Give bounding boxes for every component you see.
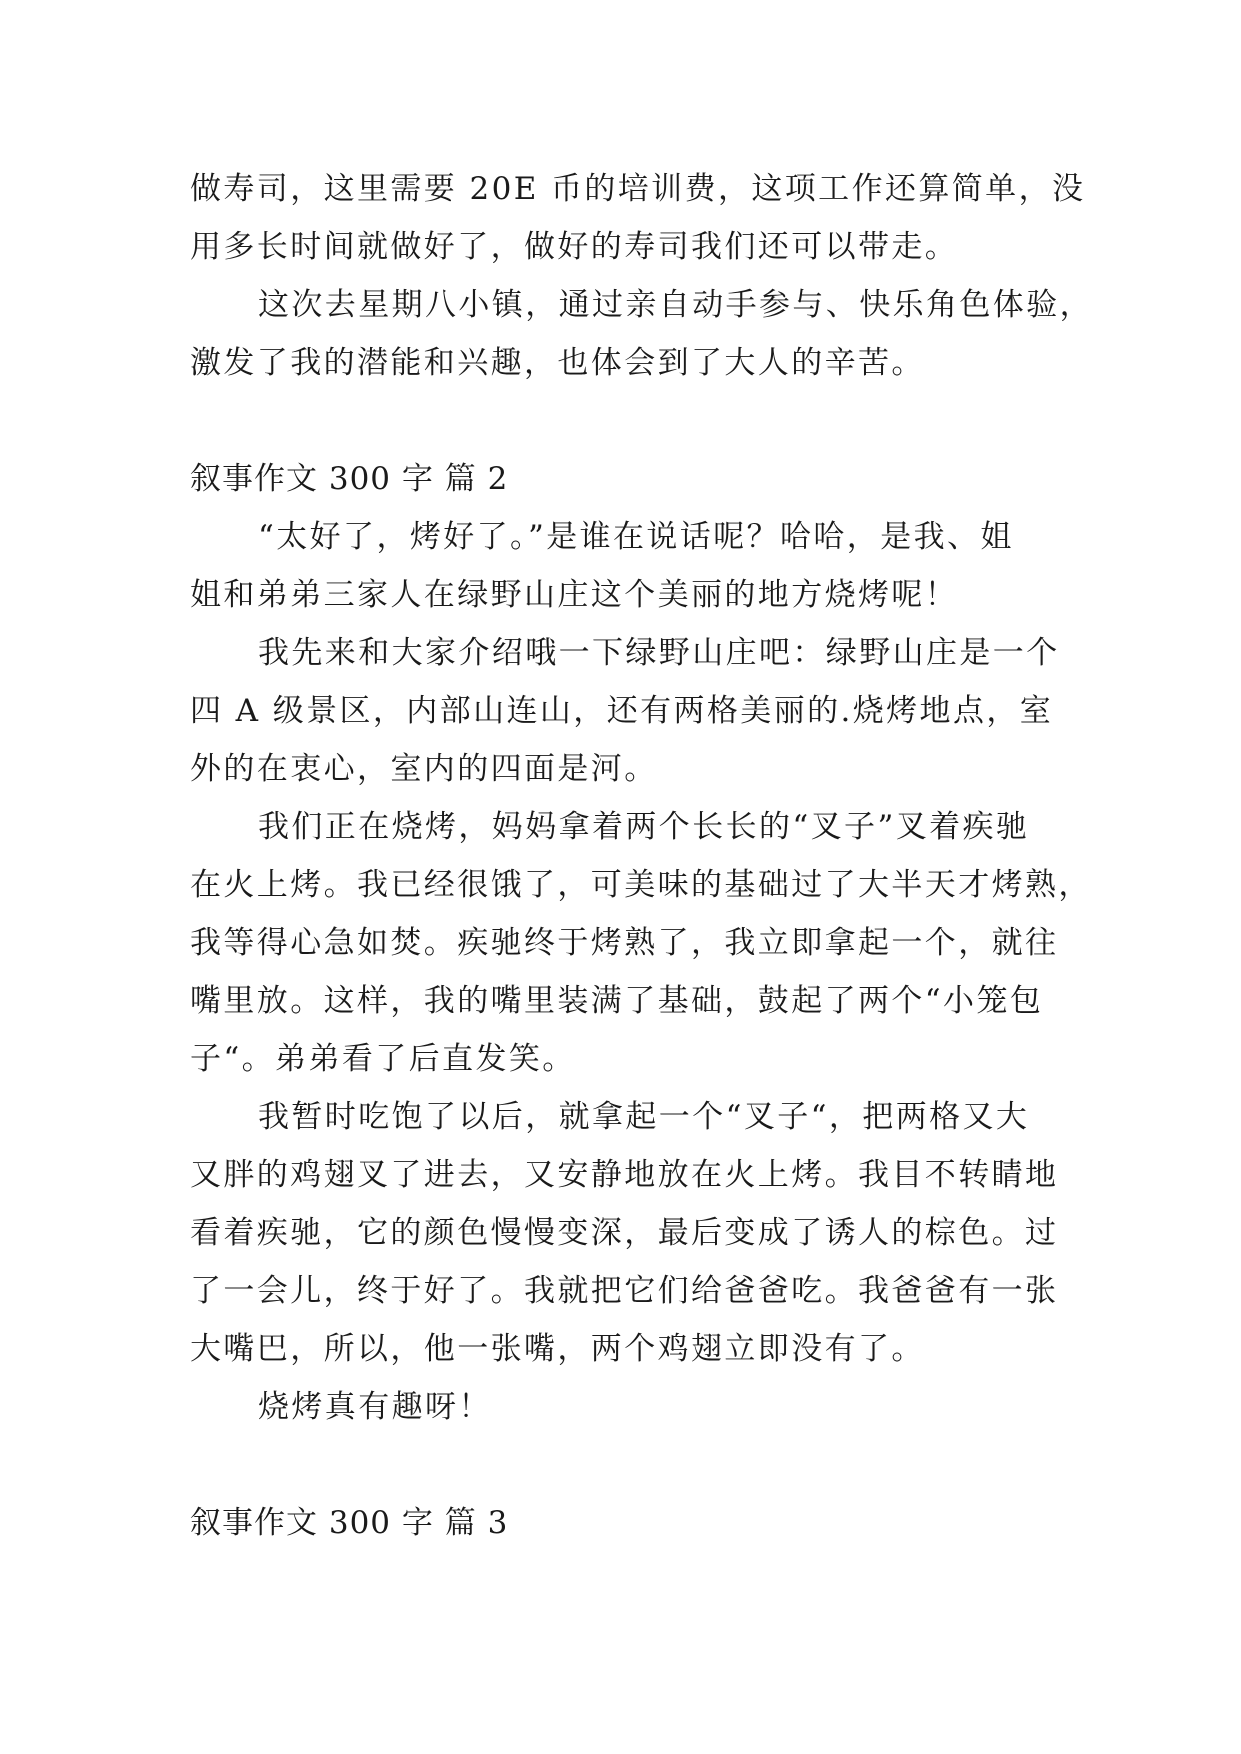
paragraph	[190, 276, 1093, 392]
text-line: 外的在衷心，室内的四面是河。	[190, 751, 658, 787]
paragraph	[190, 624, 1060, 798]
paragraph	[190, 1378, 1050, 1436]
section-heading: 叙事作文 300 字 篇 2	[190, 461, 509, 497]
text-line: 做寿司，这里需要 20E 币的培训费，这项工作还算简单，没	[190, 171, 1086, 207]
text-line: 激发了我的潜能和兴趣，也体会到了大人的辛苦。	[190, 345, 925, 381]
text-line: 又胖的鸡翅叉了进去，又安静地放在火上烤。我目不转睛地	[190, 1157, 1059, 1193]
section-gap	[190, 1436, 1050, 1494]
text-line: 我先来和大家介绍哦一下绿野山庄吧：绿野山庄是一个	[258, 635, 1060, 671]
section-heading: 叙事作文 300 字 篇 3	[190, 1505, 509, 1541]
text-line: 我暂时吃饱了以后，就拿起一个“叉子“，把两格又大	[258, 1099, 1030, 1135]
text-line: 姐和弟弟三家人在绿野山庄这个美丽的地方烧烤呢！	[190, 577, 959, 613]
paragraph	[190, 798, 1092, 1088]
text-line: 了一会儿，终于好了。我就把它们给爸爸吃。我爸爸有一张	[190, 1273, 1059, 1309]
document-body	[190, 160, 1093, 1552]
text-line: 烧烤真有趣呀！	[258, 1389, 492, 1425]
text-line: 四 A 级景区，内部山连山，还有两格美丽的.烧烤地点，室	[190, 693, 1054, 729]
text-line: 我们正在烧烤，妈妈拿着两个长长的“叉子”叉着疾驰	[258, 809, 1030, 845]
paragraph	[190, 508, 1050, 624]
text-line: 用多长时间就做好了，做好的寿司我们还可以带走。	[190, 229, 959, 265]
text-line: “太好了，烤好了。”是谁在说话呢？哈哈，是我、姐	[258, 519, 1014, 555]
paragraph	[190, 1088, 1059, 1378]
paragraph	[190, 160, 1086, 276]
text-line: 在火上烤。我已经很饿了，可美味的基础过了大半天才烤熟，	[190, 867, 1092, 903]
text-line: 大嘴巴，所以，他一张嘴，两个鸡翅立即没有了。	[190, 1331, 925, 1367]
text-line: 看着疾驰，它的颜色慢慢变深，最后变成了诱人的棕色。过	[190, 1215, 1059, 1251]
text-line: 这次去星期八小镇，通过亲自动手参与、快乐角色体验，	[258, 287, 1093, 323]
section-gap	[190, 392, 1050, 450]
text-line: 我等得心急如焚。疾驰终于烤熟了，我立即拿起一个，就往	[190, 925, 1059, 961]
text-line: 嘴里放。这样，我的嘴里装满了基础，鼓起了两个“小笼包	[190, 983, 1044, 1019]
text-line: 子“。弟弟看了后直发笑。	[190, 1041, 576, 1077]
